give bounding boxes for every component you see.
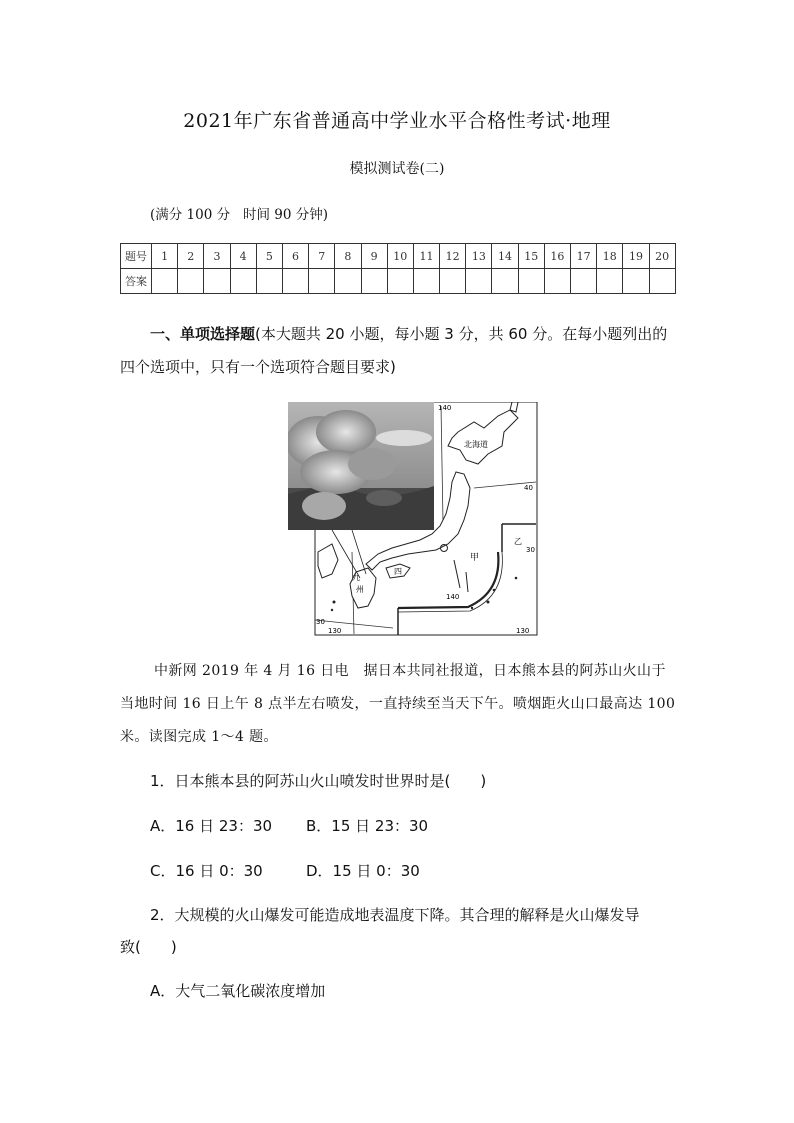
answer-blank-cell	[387, 269, 413, 294]
answer-number-cell: 5	[256, 244, 282, 269]
answer-number-cell: 11	[413, 244, 439, 269]
answer-blank-cell	[204, 269, 230, 294]
question-1-stem: 1．日本熊本县的阿苏山火山喷发时世界时是( )	[150, 772, 487, 790]
answer-number-cell: 10	[387, 244, 413, 269]
label-qi: 乙	[514, 537, 522, 546]
label-lat30-left: 30	[316, 618, 325, 626]
answer-blank-cell	[440, 269, 466, 294]
island-dot	[331, 609, 333, 611]
q2-option-a: A．大气二氧化碳浓度增加	[150, 982, 326, 1000]
answer-number-cell: 17	[571, 244, 597, 269]
label-hokkaido: 北海道	[464, 440, 488, 449]
sakhalin-tip	[510, 402, 518, 412]
answer-blank-cell	[571, 269, 597, 294]
answer-blank-cell	[466, 269, 492, 294]
answer-blank-cell	[178, 269, 204, 294]
q1-option-a: A．16 日 23：30	[150, 817, 273, 835]
answer-number-cell: 14	[492, 244, 518, 269]
page-title: 2021年广东省普通高中学业水平合格性考试·地理	[183, 110, 611, 132]
island-dot	[333, 601, 336, 604]
answer-blank-cell	[361, 269, 387, 294]
answer-number-cell: 3	[204, 244, 230, 269]
q1-option-c: C．16 日 0：30	[150, 862, 263, 880]
answer-number-cell: 18	[597, 244, 623, 269]
answer-blank-cell	[309, 269, 335, 294]
label-lat40: 40	[524, 484, 533, 492]
island-dot	[515, 577, 518, 580]
island-dot	[471, 607, 473, 609]
answer-blank-cell	[597, 269, 623, 294]
label-lon140-top: 140	[438, 404, 452, 412]
answer-number-cell: 13	[466, 244, 492, 269]
label-lon130-right: 130	[516, 627, 530, 635]
label-jia: 甲	[470, 553, 480, 563]
label-kyushu-1: 九	[352, 573, 360, 582]
answer-number-cell: 4	[230, 244, 256, 269]
label-shikoku: 四	[394, 567, 402, 576]
label-lon140-bottom: 140	[446, 593, 460, 601]
news-passage: 中新网 2019 年 4 月 16 日电 据日本共同社报道，日本熊本县的阿苏山火山于当地时间 16 日上午 8 点半左右喷发，一直持续至当天下午。喷烟距火山口最高达 100 米。读图完成 1～4 题。	[120, 663, 676, 745]
label-kyushu-2: 州	[356, 585, 364, 594]
page-subtitle: 模拟测试卷(二)	[349, 161, 445, 177]
answer-table-row1-label: 题号	[121, 244, 152, 269]
section-text: (本大题共 20 小题，每小题 3 分，共 60 分。在每小题列出的四个选项中，只有一个选项符合题目要求)	[120, 325, 668, 376]
answer-blank-cell	[649, 269, 675, 294]
island-dot	[493, 589, 496, 592]
label-lat30-right: 30	[526, 546, 535, 554]
japan-map-figure	[288, 402, 539, 636]
answer-blank-cell	[256, 269, 282, 294]
answer-blank-cell	[230, 269, 256, 294]
answer-number-cell: 12	[440, 244, 466, 269]
answer-table-row2-label: 答案	[121, 269, 152, 294]
answer-blank-cell	[518, 269, 544, 294]
q1-option-b: B．15 日 23：30	[306, 817, 429, 835]
answer-blank-cell	[413, 269, 439, 294]
answer-number-cell: 8	[335, 244, 361, 269]
answer-number-cell: 19	[623, 244, 649, 269]
answer-number-cell: 6	[282, 244, 308, 269]
answer-number-cell: 9	[361, 244, 387, 269]
answer-number-cell: 15	[518, 244, 544, 269]
answer-number-cell: 1	[152, 244, 178, 269]
answer-number-cell: 16	[544, 244, 570, 269]
answer-number-cell: 20	[649, 244, 675, 269]
label-lon130-left: 130	[328, 627, 342, 635]
island-dot	[487, 601, 490, 604]
answer-table	[120, 243, 676, 294]
answer-blank-cell	[282, 269, 308, 294]
answer-blank-cell	[152, 269, 178, 294]
volcano-photo	[288, 402, 434, 530]
answer-blank-cell	[623, 269, 649, 294]
answer-blank-cell	[335, 269, 361, 294]
section-instructions	[120, 318, 680, 384]
answer-blank-cell	[492, 269, 518, 294]
answer-table-answer-row	[121, 269, 676, 294]
answer-table-number-row	[121, 244, 676, 269]
answer-number-cell: 7	[309, 244, 335, 269]
answer-blank-cell	[544, 269, 570, 294]
q1-option-d: D．15 日 0：30	[306, 862, 420, 880]
answer-number-cell: 2	[178, 244, 204, 269]
question-2-stem-line1: 2．大规模的火山爆发可能造成地表温度下降。其合理的解释是火山爆发导	[150, 906, 640, 924]
section-heading: 一、单项选择题	[150, 325, 256, 343]
exam-meta: (满分 100 分 时间 90 分钟)	[150, 207, 329, 223]
question-2-stem-line2: 致( )	[120, 938, 177, 956]
